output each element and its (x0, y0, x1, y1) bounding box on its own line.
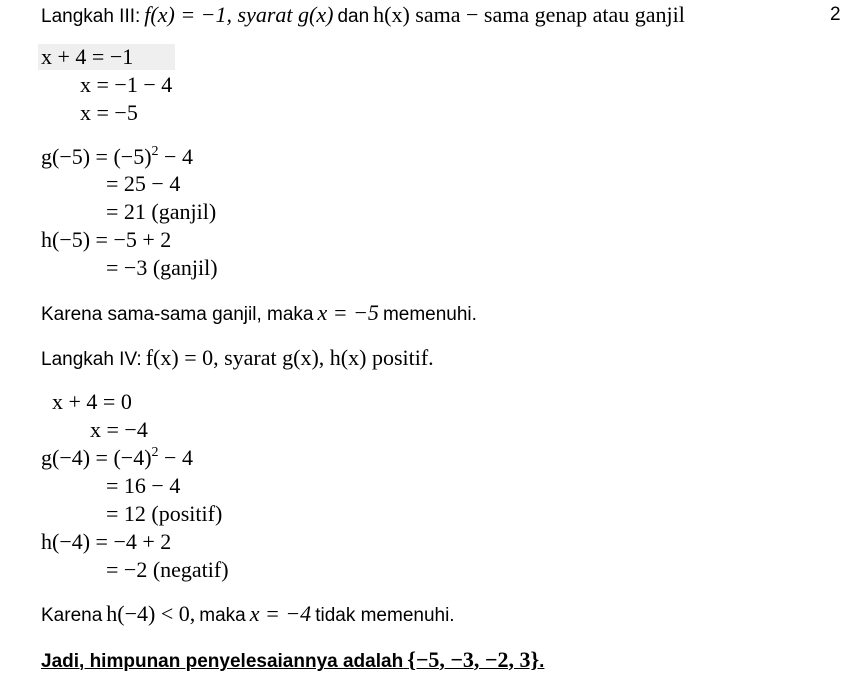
step4-g-expression: $g(-4) = (-4)^2 - 4$ (41, 445, 193, 470)
step3-title-math: f(x) = −1, syarat g(x) (144, 2, 334, 27)
step4-conclusion-a: Karena (41, 605, 103, 626)
step4-conclusion-math2: x = −4 (249, 601, 312, 626)
step3-conclusion-b: memenuhi. (382, 304, 477, 325)
step3-title-math2: h(x) sama − sama genap atau ganjil (373, 2, 685, 27)
step3-eq-4 (41, 144, 193, 170)
final-text: Jadi, himpunan penyelesaiannya adalah (41, 651, 404, 672)
step3-g-expression: $g(-5) = (-5)^2 - 4$ (41, 144, 193, 169)
step4-conclusion-c: tidak memenuhi. (315, 605, 455, 626)
step3-eq-5: = 25 − 4 (106, 171, 181, 196)
step3-title-text: Langkah III: (41, 6, 141, 27)
step3-conclusion-math: x = −5 (317, 300, 379, 325)
step4-eq-1: x + 4 = 0 (52, 389, 132, 414)
step4-eq-6: h(−4) = −4 + 2 (41, 529, 172, 554)
final-period: . (539, 651, 545, 672)
step3-conclusion (41, 300, 477, 329)
step4-title-math: f(x) = 0, syarat g(x), h(x) positif. (145, 345, 434, 370)
step4-conclusion-b: maka (199, 605, 246, 626)
step4-conclusion (41, 601, 455, 630)
final-answer (41, 647, 544, 676)
step3-title-dan: dan (337, 6, 370, 27)
step3-eq-3: x = −5 (80, 100, 138, 125)
step3-eq-7: h(−5) = −5 + 2 (41, 227, 172, 252)
step3-eq-8: = −3 (ganjil) (106, 255, 218, 280)
step4-eq-3 (41, 445, 193, 471)
final-set: {−5, −3, −2, 3} (407, 647, 540, 672)
step3-eq-6: = 21 (ganjil) (106, 199, 217, 224)
step3-title (41, 2, 685, 31)
step4-eq-2: x = −4 (90, 417, 148, 442)
step4-title-text: Langkah IV: (41, 349, 142, 370)
step4-eq-5: = 12 (positif) (106, 501, 223, 526)
step3-eq-1: x + 4 = −1 (38, 44, 175, 70)
step4-conclusion-math1: h(−4) < 0, (106, 601, 196, 626)
step3-eq-2: x = −1 − 4 (80, 72, 173, 97)
step3-conclusion-a: Karena sama-sama ganjil, maka (41, 304, 314, 325)
step4-eq-7: = −2 (negatif) (106, 557, 229, 582)
step4-eq-4: = 16 − 4 (106, 473, 181, 498)
page-number: 2 (830, 4, 841, 25)
step4-title (41, 345, 434, 374)
